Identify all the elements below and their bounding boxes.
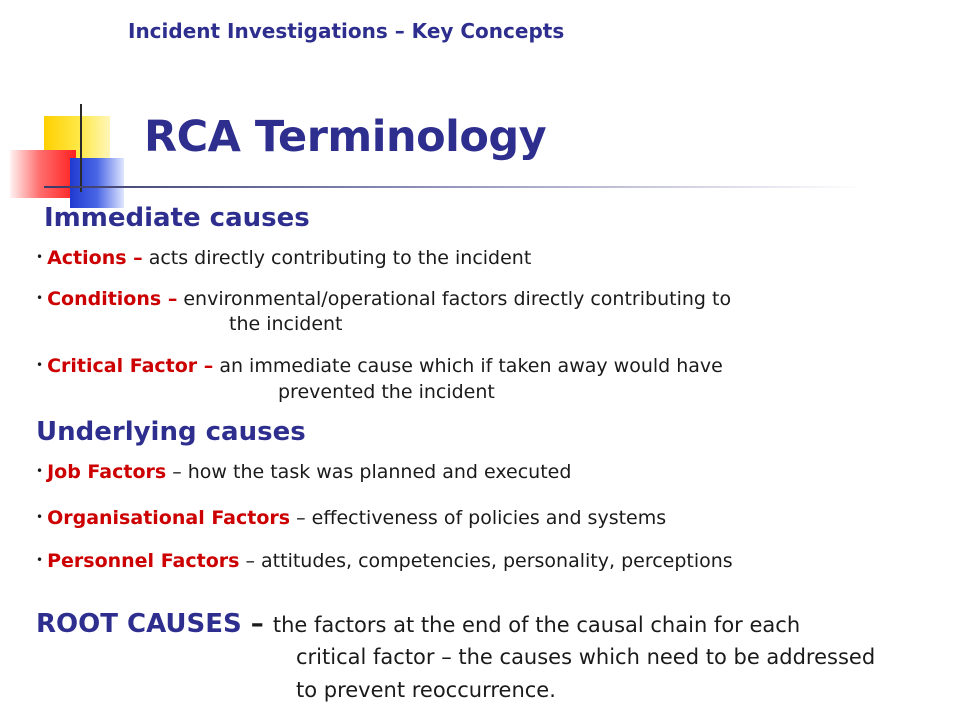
decor-red-square [10,150,76,198]
bullet-dot: • [36,509,44,524]
desc-conditions: environmental/operational factors directly contributing to [177,288,732,310]
desc-critical-factor: an immediate cause which if taken away would have [213,355,723,377]
term-actions: Actions – [47,247,143,269]
bullet-dot: • [36,249,44,264]
term-organisational-factors: Organisational Factors [47,507,291,529]
bullet-personnel-factors [36,550,733,572]
decor-vertical-line [80,104,82,192]
bullet-job-factors [36,461,571,483]
bullet-conditions [36,288,731,310]
bullet-dot: • [36,357,44,372]
term-conditions: Conditions – [47,288,178,310]
root-causes-desc-line2: critical factor – the causes which need to be addressed [296,645,876,669]
term-personnel-factors: Personnel Factors [47,550,240,572]
title-underline [44,186,864,188]
root-causes-desc-line3: to prevent reoccurrence. [296,678,556,702]
desc-actions: acts directly contributing to the incident [142,247,532,269]
bullet-dot: • [36,552,44,567]
bullet-dot: • [36,290,44,305]
underlying-causes-heading: Underlying causes [36,417,306,447]
term-job-factors: Job Factors [47,461,167,483]
desc-job-factors: – how the task was planned and executed [166,461,572,483]
root-causes-dash: – [241,609,273,639]
term-critical-factor: Critical Factor – [47,355,214,377]
desc-organisational-factors: – effectiveness of policies and systems [290,507,667,529]
bullet-organisational-factors [36,507,666,529]
slide-title: RCA Terminology [144,112,547,162]
desc-critical-factor-cont: prevented the incident [278,381,495,403]
immediate-causes-heading: Immediate causes [44,203,310,233]
bullet-dot: • [36,463,44,478]
root-causes-term: ROOT CAUSES [36,609,242,639]
desc-conditions-cont: the incident [229,313,343,335]
slide-header: Incident Investigations – Key Concepts [128,19,565,43]
root-causes-desc-line1: the factors at the end of the causal chain for each [272,613,801,637]
desc-personnel-factors: – attitudes, competencies, personality, perceptions [239,550,733,572]
bullet-critical-factor [36,355,723,377]
decor-blue-square [70,158,124,208]
root-causes-line [36,609,800,639]
bullet-actions [36,247,531,269]
